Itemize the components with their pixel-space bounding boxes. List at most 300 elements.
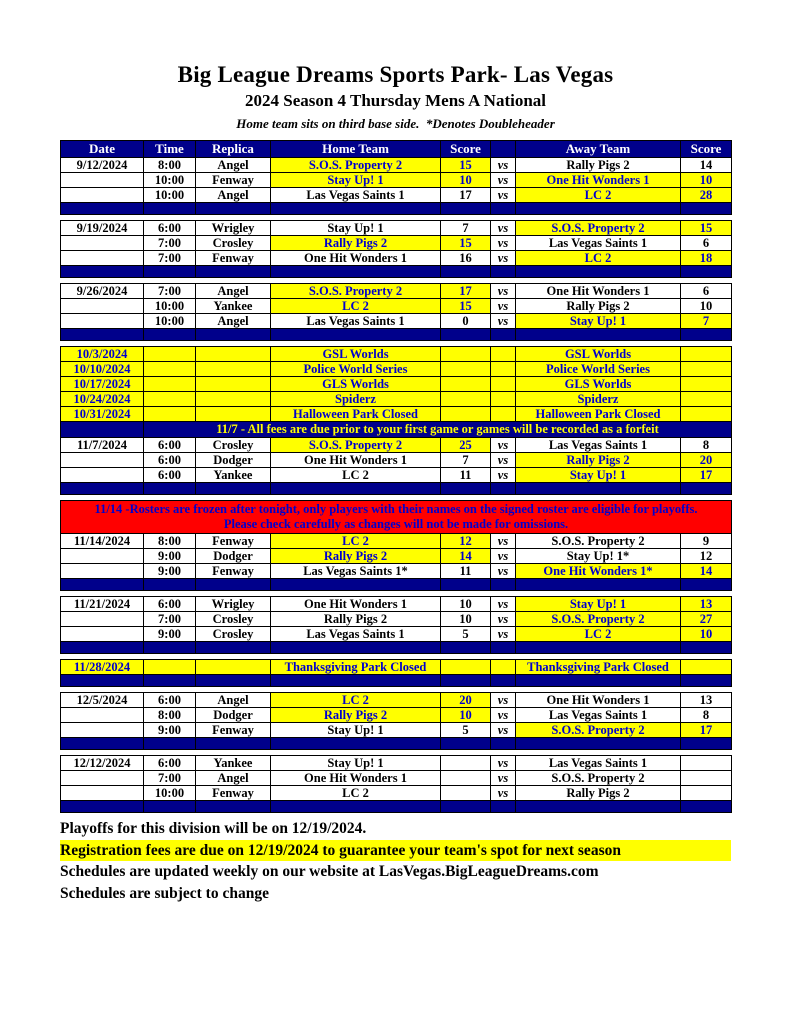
separator-cell: [441, 203, 491, 215]
away-team-cell: S.O.S. Property 2: [516, 221, 681, 236]
home-team-cell: LC 2: [271, 468, 441, 483]
time-cell: 9:00: [144, 564, 196, 579]
away-score-cell: 8: [681, 438, 732, 453]
replica-cell: Angel: [196, 693, 271, 708]
home-event-cell: Halloween Park Closed: [271, 407, 441, 422]
table-header: [61, 141, 732, 158]
separator-cell: [144, 483, 196, 495]
separator-cell: [196, 483, 271, 495]
separator-cell: [61, 579, 144, 591]
replica-cell: Crosley: [196, 612, 271, 627]
replica-cell: Crosley: [196, 627, 271, 642]
vs-cell: [491, 660, 516, 675]
replica-cell: Crosley: [196, 236, 271, 251]
home-team-cell: Rally Pigs 2: [271, 708, 441, 723]
separator-cell: [271, 801, 441, 813]
away-score-cell: [681, 660, 732, 675]
away-score-cell: 13: [681, 693, 732, 708]
home-score-cell: [441, 377, 491, 392]
home-score-cell: 10: [441, 708, 491, 723]
separator-cell: [681, 483, 732, 495]
home-event-cell: GSL Worlds: [271, 347, 441, 362]
time-cell: 8:00: [144, 534, 196, 549]
date-cell: [61, 251, 144, 266]
separator-cell: [491, 642, 516, 654]
header-replica: Replica: [196, 141, 271, 158]
away-event-cell: Police World Series: [516, 362, 681, 377]
home-team-cell: LC 2: [271, 534, 441, 549]
date-cell: [61, 786, 144, 801]
away-event-cell: Halloween Park Closed: [516, 407, 681, 422]
vs-cell: vs: [491, 453, 516, 468]
separator-cell: [441, 738, 491, 750]
home-score-cell: [441, 660, 491, 675]
fees-notice-text: 11/7 - All fees are due prior to your first game or games will be recorded as a forfeit: [144, 422, 732, 438]
event-row: [61, 660, 732, 675]
date-cell: 9/12/2024: [61, 158, 144, 173]
home-score-cell: [441, 362, 491, 377]
replica-cell: [196, 407, 271, 422]
date-cell: 9/19/2024: [61, 221, 144, 236]
separator-cell: [271, 266, 441, 278]
time-cell: 7:00: [144, 612, 196, 627]
away-team-cell: Las Vegas Saints 1: [516, 708, 681, 723]
vs-cell: vs: [491, 236, 516, 251]
home-team-cell: Stay Up! 1: [271, 173, 441, 188]
away-score-cell: [681, 347, 732, 362]
vs-cell: vs: [491, 564, 516, 579]
away-score-cell: 12: [681, 549, 732, 564]
away-team-cell: LC 2: [516, 251, 681, 266]
vs-cell: vs: [491, 549, 516, 564]
vs-cell: vs: [491, 756, 516, 771]
home-event-cell: Thanksgiving Park Closed: [271, 660, 441, 675]
separator-cell: [491, 738, 516, 750]
separator-cell: [516, 738, 681, 750]
home-event-cell: GLS Worlds: [271, 377, 441, 392]
away-score-cell: [681, 407, 732, 422]
away-team-cell: Rally Pigs 2: [516, 786, 681, 801]
separator-cell: [196, 579, 271, 591]
home-team-cell: Las Vegas Saints 1*: [271, 564, 441, 579]
separator-cell: [681, 266, 732, 278]
time-cell: [144, 392, 196, 407]
home-team-cell: One Hit Wonders 1: [271, 597, 441, 612]
replica-cell: Dodger: [196, 708, 271, 723]
home-team-note: Home team sits on third base side. *Denotes Doubleheader: [236, 116, 555, 131]
replica-cell: Fenway: [196, 564, 271, 579]
separator-cell: [271, 203, 441, 215]
time-cell: 6:00: [144, 693, 196, 708]
time-cell: 9:00: [144, 627, 196, 642]
vs-cell: [491, 392, 516, 407]
away-score-cell: 28: [681, 188, 732, 203]
separator-cell: [681, 203, 732, 215]
time-cell: 9:00: [144, 549, 196, 564]
replica-cell: Fenway: [196, 251, 271, 266]
date-cell: 9/26/2024: [61, 284, 144, 299]
vs-cell: [491, 377, 516, 392]
replica-cell: Angel: [196, 188, 271, 203]
separator-cell: [491, 266, 516, 278]
home-score-cell: [441, 347, 491, 362]
game-row: [61, 549, 732, 564]
home-score-cell: 10: [441, 597, 491, 612]
separator-cell: [196, 738, 271, 750]
separator-cell: [681, 642, 732, 654]
home-score-cell: 20: [441, 693, 491, 708]
home-score-cell: [441, 756, 491, 771]
game-row: [61, 438, 732, 453]
date-cell: [61, 236, 144, 251]
separator-cell: [144, 642, 196, 654]
separator-cell: [61, 642, 144, 654]
away-event-cell: GSL Worlds: [516, 347, 681, 362]
home-score-cell: [441, 392, 491, 407]
replica-cell: [196, 362, 271, 377]
separator-cell: [516, 329, 681, 341]
header-home-score: Score: [441, 141, 491, 158]
vs-cell: vs: [491, 627, 516, 642]
date-cell: 10/17/2024: [61, 377, 144, 392]
separator-cell: [681, 329, 732, 341]
away-event-cell: Thanksgiving Park Closed: [516, 660, 681, 675]
separator-cell: [144, 579, 196, 591]
time-cell: 8:00: [144, 708, 196, 723]
vs-cell: [491, 407, 516, 422]
game-row: [61, 173, 732, 188]
home-score-cell: 16: [441, 251, 491, 266]
separator-cell: [61, 483, 144, 495]
away-score-cell: 9: [681, 534, 732, 549]
home-team-cell: Las Vegas Saints 1: [271, 314, 441, 329]
away-score-cell: 17: [681, 468, 732, 483]
game-row: [61, 612, 732, 627]
separator-cell: [271, 483, 441, 495]
away-event-cell: GLS Worlds: [516, 377, 681, 392]
game-row: [61, 756, 732, 771]
home-score-cell: 10: [441, 173, 491, 188]
away-score-cell: 17: [681, 723, 732, 738]
date-cell: [61, 708, 144, 723]
notice-line: Please check carefully as changes will not be made for omissions.: [223, 517, 569, 531]
home-score-cell: 15: [441, 236, 491, 251]
vs-cell: vs: [491, 708, 516, 723]
home-score-cell: 5: [441, 627, 491, 642]
separator-cell: [441, 579, 491, 591]
separator-cell: [491, 203, 516, 215]
game-row: [61, 299, 732, 314]
away-team-cell: Rally Pigs 2: [516, 299, 681, 314]
time-cell: 9:00: [144, 723, 196, 738]
home-score-cell: 10: [441, 612, 491, 627]
vs-cell: vs: [491, 158, 516, 173]
away-score-cell: 8: [681, 708, 732, 723]
replica-cell: Wrigley: [196, 597, 271, 612]
home-event-cell: Spiderz: [271, 392, 441, 407]
header-time: Time: [144, 141, 196, 158]
home-team-cell: Stay Up! 1: [271, 756, 441, 771]
event-row: [61, 377, 732, 392]
time-cell: 10:00: [144, 188, 196, 203]
home-score-cell: 11: [441, 564, 491, 579]
header-row: [61, 141, 732, 158]
separator-cell: [196, 266, 271, 278]
home-score-cell: [441, 407, 491, 422]
separator-cell: [681, 579, 732, 591]
game-row: [61, 786, 732, 801]
header-away-score: Score: [681, 141, 732, 158]
away-score-cell: 15: [681, 221, 732, 236]
event-row: [61, 362, 732, 377]
game-row: [61, 627, 732, 642]
time-cell: 7:00: [144, 251, 196, 266]
separator-cell: [441, 801, 491, 813]
home-score-cell: 15: [441, 158, 491, 173]
home-team-cell: One Hit Wonders 1: [271, 251, 441, 266]
separator-row: [61, 738, 732, 750]
vs-cell: vs: [491, 251, 516, 266]
playoffs-note: Playoffs for this division will be on 12/19/2024.: [60, 820, 367, 837]
separator-cell: [491, 579, 516, 591]
home-score-cell: [441, 771, 491, 786]
header-date: Date: [61, 141, 144, 158]
home-score-cell: 17: [441, 188, 491, 203]
replica-cell: [196, 377, 271, 392]
separator-cell: [271, 642, 441, 654]
separator-cell: [144, 801, 196, 813]
date-cell: [61, 723, 144, 738]
separator-cell: [516, 203, 681, 215]
away-score-cell: [681, 377, 732, 392]
header-away-team: Away Team: [516, 141, 681, 158]
home-score-cell: [441, 786, 491, 801]
home-team-cell: LC 2: [271, 786, 441, 801]
date-cell: 12/5/2024: [61, 693, 144, 708]
date-cell: [61, 612, 144, 627]
roster-freeze-notice-row: [61, 501, 732, 534]
time-cell: [144, 347, 196, 362]
time-cell: 7:00: [144, 284, 196, 299]
away-team-cell: Las Vegas Saints 1: [516, 236, 681, 251]
home-team-cell: One Hit Wonders 1: [271, 453, 441, 468]
date-cell: 11/7/2024: [61, 438, 144, 453]
time-cell: 8:00: [144, 158, 196, 173]
separator-cell: [491, 483, 516, 495]
home-team-cell: LC 2: [271, 693, 441, 708]
separator-cell: [196, 801, 271, 813]
away-team-cell: Stay Up! 1: [516, 314, 681, 329]
away-team-cell: Las Vegas Saints 1: [516, 438, 681, 453]
game-row: [61, 158, 732, 173]
separator-cell: [271, 738, 441, 750]
date-cell: 11/21/2024: [61, 597, 144, 612]
separator-cell: [516, 483, 681, 495]
separator-row: [61, 203, 732, 215]
away-score-cell: 20: [681, 453, 732, 468]
game-row: [61, 693, 732, 708]
replica-cell: Wrigley: [196, 221, 271, 236]
separator-row: [61, 579, 732, 591]
separator-cell: [144, 329, 196, 341]
date-cell: [61, 564, 144, 579]
separator-cell: [516, 642, 681, 654]
vs-cell: vs: [491, 468, 516, 483]
separator-cell: [441, 483, 491, 495]
replica-cell: Angel: [196, 158, 271, 173]
time-cell: 7:00: [144, 771, 196, 786]
game-row: [61, 708, 732, 723]
away-team-cell: One Hit Wonders 1*: [516, 564, 681, 579]
separator-row: [61, 642, 732, 654]
home-score-cell: 0: [441, 314, 491, 329]
away-team-cell: One Hit Wonders 1: [516, 693, 681, 708]
game-row: [61, 236, 732, 251]
game-row: [61, 221, 732, 236]
time-cell: 6:00: [144, 453, 196, 468]
home-score-cell: 12: [441, 534, 491, 549]
date-cell: 10/24/2024: [61, 392, 144, 407]
game-row: [61, 251, 732, 266]
registration-fees-note: Registration fees are due on 12/19/2024 to guarantee your team's spot for next season: [60, 840, 731, 862]
separator-cell: [516, 579, 681, 591]
away-team-cell: Rally Pigs 2: [516, 158, 681, 173]
home-team-cell: S.O.S. Property 2: [271, 284, 441, 299]
separator-cell: [491, 675, 516, 687]
notice-line: 11/14 -Rosters are frozen after tonight, only players with their names on the signed roster are eligible for playoffs.: [94, 502, 698, 516]
website-note: Schedules are updated weekly on our website at LasVegas.BigLeagueDreams.com: [60, 863, 599, 880]
vs-cell: vs: [491, 723, 516, 738]
replica-cell: Dodger: [196, 453, 271, 468]
replica-cell: Angel: [196, 771, 271, 786]
away-team-cell: Stay Up! 1: [516, 597, 681, 612]
footer-notes: [60, 818, 731, 904]
away-score-cell: [681, 756, 732, 771]
vs-cell: vs: [491, 314, 516, 329]
separator-cell: [271, 675, 441, 687]
vs-cell: vs: [491, 534, 516, 549]
game-row: [61, 468, 732, 483]
roster-freeze-text: [61, 501, 732, 534]
home-team-cell: Rally Pigs 2: [271, 612, 441, 627]
header-vs: [491, 141, 516, 158]
replica-cell: Fenway: [196, 534, 271, 549]
away-team-cell: S.O.S. Property 2: [516, 534, 681, 549]
vs-cell: vs: [491, 597, 516, 612]
date-cell: [61, 188, 144, 203]
home-score-cell: 5: [441, 723, 491, 738]
event-row: [61, 392, 732, 407]
date-cell: [61, 453, 144, 468]
subject-to-change-note: Schedules are subject to change: [60, 884, 269, 902]
time-cell: 7:00: [144, 236, 196, 251]
header-home-team: Home Team: [271, 141, 441, 158]
away-score-cell: 7: [681, 314, 732, 329]
separator-cell: [196, 203, 271, 215]
date-cell: 11/28/2024: [61, 660, 144, 675]
date-cell: [61, 627, 144, 642]
date-cell: [61, 468, 144, 483]
vs-cell: vs: [491, 438, 516, 453]
away-team-cell: S.O.S. Property 2: [516, 771, 681, 786]
game-row: [61, 314, 732, 329]
vs-cell: vs: [491, 771, 516, 786]
time-cell: [144, 362, 196, 377]
date-cell: 11/14/2024: [61, 534, 144, 549]
event-row: [61, 407, 732, 422]
home-score-cell: 7: [441, 221, 491, 236]
away-team-cell: One Hit Wonders 1: [516, 173, 681, 188]
game-row: [61, 534, 732, 549]
separator-cell: [681, 801, 732, 813]
home-team-cell: Rally Pigs 2: [271, 236, 441, 251]
time-cell: 10:00: [144, 173, 196, 188]
replica-cell: Yankee: [196, 756, 271, 771]
separator-cell: [61, 675, 144, 687]
time-cell: [144, 377, 196, 392]
separator-cell: [61, 266, 144, 278]
home-team-cell: S.O.S. Property 2: [271, 158, 441, 173]
separator-cell: [516, 266, 681, 278]
away-score-cell: 10: [681, 299, 732, 314]
away-score-cell: 10: [681, 627, 732, 642]
game-row: [61, 597, 732, 612]
replica-cell: Fenway: [196, 723, 271, 738]
replica-cell: Yankee: [196, 299, 271, 314]
schedule-body: [61, 158, 732, 813]
away-score-cell: 14: [681, 564, 732, 579]
away-team-cell: LC 2: [516, 188, 681, 203]
home-team-cell: Stay Up! 1: [271, 723, 441, 738]
home-team-cell: LC 2: [271, 299, 441, 314]
away-team-cell: Las Vegas Saints 1: [516, 756, 681, 771]
away-team-cell: LC 2: [516, 627, 681, 642]
separator-row: [61, 801, 732, 813]
game-row: [61, 771, 732, 786]
home-team-cell: One Hit Wonders 1: [271, 771, 441, 786]
replica-cell: Angel: [196, 314, 271, 329]
separator-row: [61, 266, 732, 278]
separator-cell: [491, 801, 516, 813]
game-row: [61, 564, 732, 579]
separator-cell: [516, 801, 681, 813]
home-event-cell: Police World Series: [271, 362, 441, 377]
vs-cell: [491, 347, 516, 362]
game-row: [61, 284, 732, 299]
away-score-cell: 27: [681, 612, 732, 627]
separator-cell: [441, 675, 491, 687]
away-score-cell: [681, 362, 732, 377]
away-team-cell: S.O.S. Property 2: [516, 723, 681, 738]
date-cell: 10/3/2024: [61, 347, 144, 362]
home-score-cell: 11: [441, 468, 491, 483]
game-row: [61, 188, 732, 203]
separator-cell: [441, 266, 491, 278]
separator-cell: [61, 329, 144, 341]
replica-cell: Dodger: [196, 549, 271, 564]
vs-cell: vs: [491, 299, 516, 314]
fees-notice-row: [61, 422, 732, 438]
separator-cell: [196, 329, 271, 341]
date-cell: 10/10/2024: [61, 362, 144, 377]
date-cell: [61, 314, 144, 329]
separator-cell: [516, 675, 681, 687]
home-score-cell: 25: [441, 438, 491, 453]
separator-cell: [681, 738, 732, 750]
vs-cell: vs: [491, 786, 516, 801]
away-score-cell: 14: [681, 158, 732, 173]
home-team-cell: Rally Pigs 2: [271, 549, 441, 564]
